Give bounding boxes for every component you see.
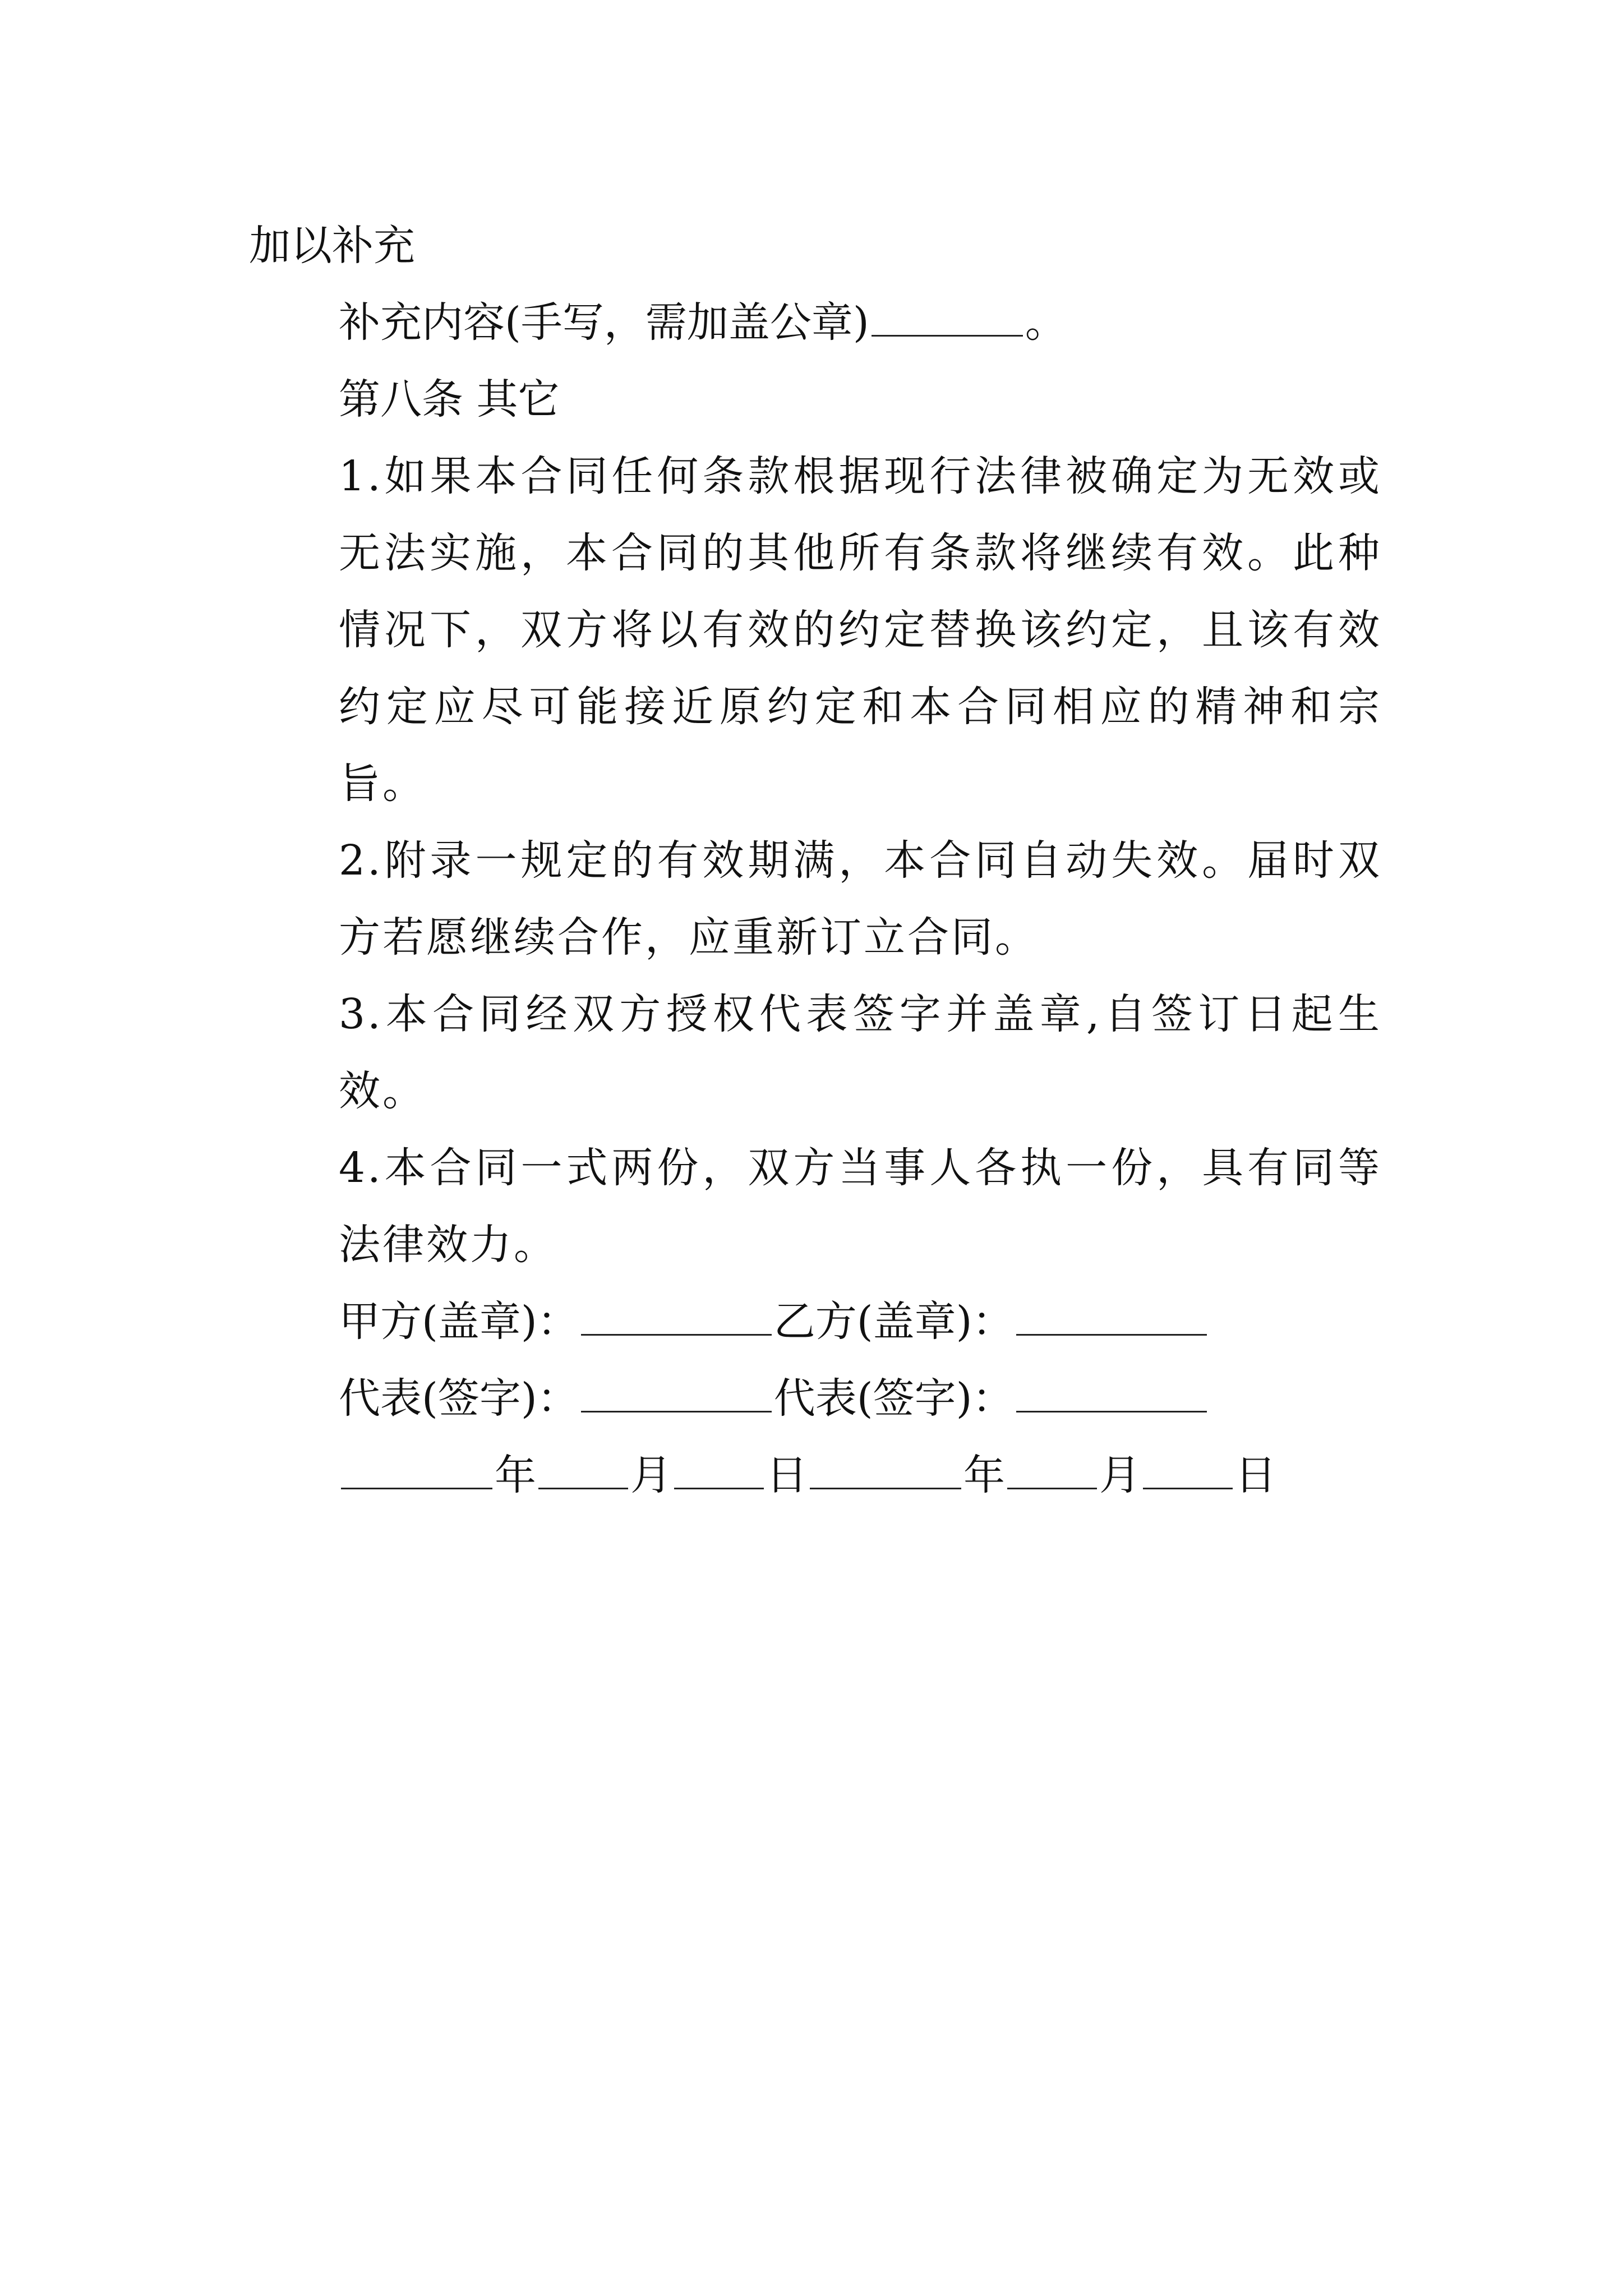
party-a-seal-blank[interactable] — [581, 1298, 772, 1336]
year-label-a: 年 — [495, 1451, 536, 1499]
party-a-rep-blank[interactable] — [581, 1375, 772, 1412]
seal-row — [249, 1283, 1382, 1360]
date-row — [249, 1437, 1382, 1514]
supplement-end: 。 — [1025, 298, 1067, 347]
signature-row — [249, 1360, 1382, 1437]
supplement-label: 补充内容(手写，需加盖公章) — [339, 298, 869, 347]
clause-3: 3.本合同经双方授权代表签字并盖章,自签订日起生效。 — [339, 990, 1382, 1115]
party-b-rep-blank[interactable] — [1016, 1375, 1207, 1412]
party-b-rep-label: 代表(签字)： — [773, 1374, 1014, 1423]
party-b-year-blank[interactable] — [810, 1452, 961, 1489]
clause-2: 2.附录一规定的有效期满，本合同自动失效。届时双方若愿继续合作，应重新订立合同。 — [339, 836, 1382, 961]
party-b-day-blank[interactable] — [1143, 1452, 1233, 1489]
year-label-b: 年 — [963, 1451, 1005, 1499]
paragraph-continuation: 加以补充 — [249, 222, 415, 270]
party-a-month-blank[interactable] — [538, 1452, 628, 1489]
day-label-a: 日 — [766, 1451, 808, 1499]
party-b-seal-blank[interactable] — [1016, 1298, 1207, 1336]
party-b-month-blank[interactable] — [1007, 1452, 1097, 1489]
month-label-b: 月 — [1099, 1451, 1141, 1499]
party-a-day-blank[interactable] — [674, 1452, 764, 1489]
party-b-seal-label: 乙方(盖章)： — [773, 1297, 1014, 1346]
party-a-rep-label: 代表(签字)： — [339, 1374, 579, 1423]
month-label-a: 月 — [630, 1451, 672, 1499]
document-body — [249, 208, 1382, 1514]
day-label-b: 日 — [1235, 1451, 1276, 1499]
party-a-seal-label: 甲方(盖章)： — [339, 1297, 579, 1346]
supplement-line — [249, 284, 1382, 361]
article-title: 第八条 其它 — [339, 375, 560, 424]
party-a-year-blank[interactable] — [341, 1452, 492, 1489]
supplement-blank[interactable] — [872, 299, 1023, 337]
clause-4: 4.本合同一式两份，双方当事人各执一份，具有同等法律效力。 — [339, 1144, 1382, 1269]
clause-1: 1.如果本合同任何条款根据现行法律被确定为无效或无法实施，本合同的其他所有条款将继续有效。此种情况下，双方将以有效的约定替换该约定，且该有效约定应尽可能接近原约定和本合同相应的精神和宗旨。 — [339, 452, 1382, 808]
